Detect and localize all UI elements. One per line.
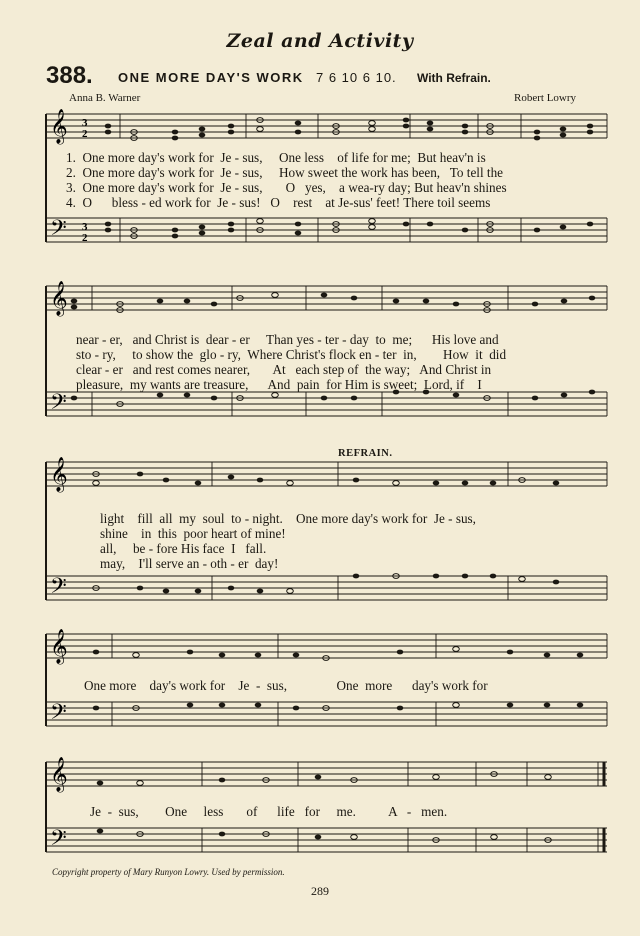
copyright-notice: Copyright property of Mary Runyon Lowry. Used by permission. [52,867,285,877]
lyric-verse-line: 4. O bless - ed work for Je - sus! O rest at Je-sus' feet! There toil seems [66,195,491,210]
svg-text:3: 3 [82,221,88,233]
svg-text:𝄢: 𝄢 [50,390,67,420]
hymn-number: 388. [46,62,93,89]
lyric-verse-line: sto - ry, to show the glo - ry, Where Christ's flock en - ter in, How it did [76,347,507,362]
svg-text:𝄢: 𝄢 [50,826,67,856]
page-number: 289 [311,884,329,898]
lyric-refrain-line: One more day's work for Je - sus, One more day's work for [84,678,488,693]
lyric-refrain-line: Je - sus, One less of life for me. A - men. [90,804,448,819]
author-credit: Anna B. Warner [69,92,141,104]
hymn-refrain-note: With Refrain. [417,71,491,85]
lyric-verse-line: 1. One more day's work for Je - sus, One less of life for me; But heav'n is [66,150,486,165]
svg-text:𝄞: 𝄞 [50,281,68,316]
svg-text:𝄢: 𝄢 [50,574,67,604]
section-title: Zeal and Activity [226,30,414,52]
lyric-verse-line: clear - er and rest comes nearer, At each step of the way; And Christ in [76,362,492,377]
hymn-title: ONE MORE DAY'S WORK [118,70,304,85]
svg-text:𝄞: 𝄞 [50,457,68,492]
svg-text:𝄢: 𝄢 [50,216,67,246]
svg-text:𝄞: 𝄞 [50,629,68,664]
music-system-3 [0,452,640,612]
lyric-verse-line: 3. One more day's work for Je - sus, O yes, a wea-ry day; But heav'n shines [66,180,507,195]
refrain-label: REFRAIN. [338,448,393,459]
hymn-meter: 7 6 10 6 10. [316,70,397,85]
lyric-verse-line: pleasure, my wants are treasure, And pain for Him is sweet; Lord, if I [76,377,482,392]
lyric-verse-line: may, I'll serve an - oth - er day! [100,556,279,571]
lyric-verse-line: all, be - fore His face I fall. [100,541,267,556]
svg-text:𝄞: 𝄞 [50,757,68,792]
svg-text:3: 3 [82,117,88,129]
lyric-verse-line: shine in this poor heart of mine! [100,526,286,541]
composer-credit: Robert Lowry [514,92,577,104]
svg-text:2: 2 [82,232,88,244]
lyric-verse-line: light fill all my soul to - night. One more day's work for Je - sus, [100,511,476,526]
svg-text:𝄞: 𝄞 [50,109,68,144]
lyric-verse-line: near - er, and Christ is dear - er Than yes - ter - day to me; His love and [76,332,499,347]
svg-text:𝄢: 𝄢 [50,700,67,730]
lyric-verse-line: 2. One more day's work for Je - sus, How sweet the work has been, To tell the [66,165,504,180]
svg-text:2: 2 [82,128,88,140]
